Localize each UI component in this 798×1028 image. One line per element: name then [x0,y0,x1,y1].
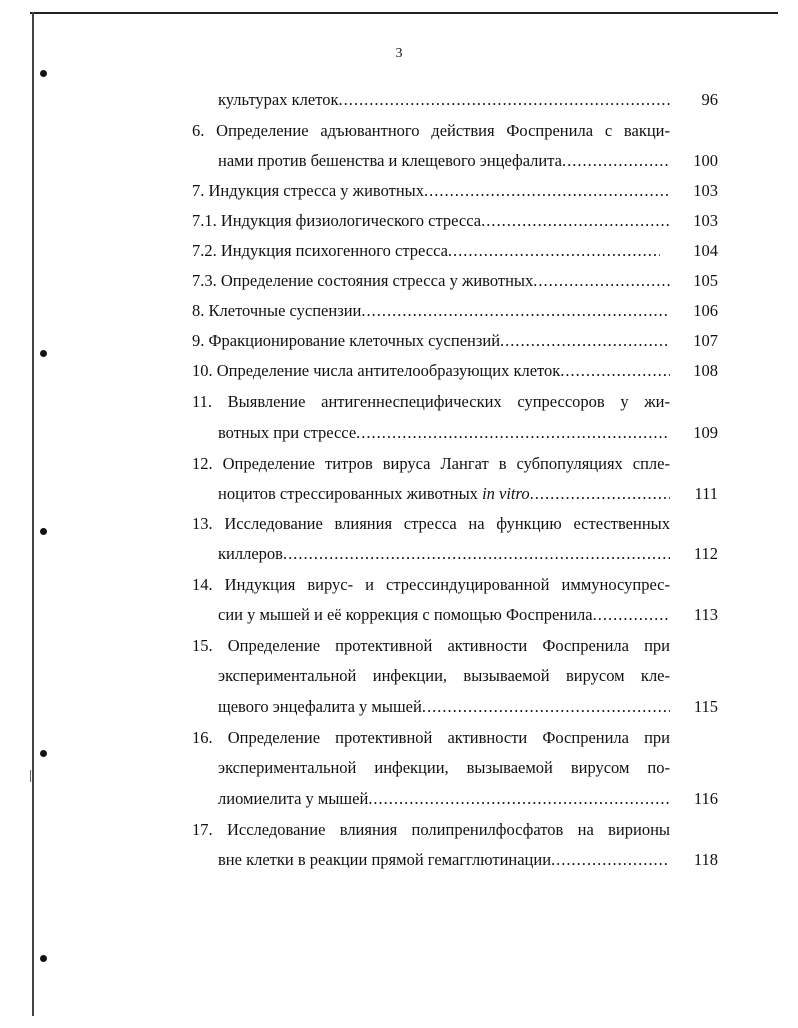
toc-page-number: 107 [693,331,718,350]
dot-leader [481,206,670,236]
toc-page-number: 103 [693,181,718,200]
toc-entry [192,326,670,356]
toc-page-number: 118 [693,850,718,869]
dot-leader [593,600,670,630]
punch-hole-dot [40,955,47,962]
toc-entry [218,539,670,569]
page-number: 3 [395,46,403,61]
toc-entry-line: 6. Определение адъювантного действия Фоспренила с вакци- [192,121,670,140]
dot-leader [424,176,670,206]
toc-entry [218,600,670,630]
toc-entry-line: 17. Исследование влияния полипренилфосфатов на вирионы [192,820,670,839]
toc-entry-text: киллеров [218,544,283,563]
dot-leader [356,418,670,448]
dot-leader [448,236,660,266]
toc-entry-text: 8. Клеточные суспензии [192,301,362,320]
toc-page-number: 115 [693,697,718,716]
toc-entry-text: сии у мышей и её коррекция с помощью Фоспренила [218,605,593,624]
toc-entry-text: щевого энцефалита у мышей [218,697,422,716]
toc-entry-text: 7.1. Индукция физиологического стресса [192,211,482,230]
toc-page-number: 116 [693,789,718,808]
toc-entry [192,266,670,296]
punch-hole-dot [40,70,47,77]
toc-entry-text: 9. Фракционирование клеточных суспензий [192,331,501,350]
dot-leader [533,266,670,296]
toc-entry [218,85,670,115]
dot-leader [530,479,670,509]
dot-leader [361,296,670,326]
dot-leader [368,784,670,814]
dot-leader [283,539,670,569]
dot-leader [562,146,670,176]
scan-edge-left [32,12,34,1016]
toc-entry [218,784,670,814]
toc-entry-text: нами против бешенства и клещевого энцефалита [218,151,562,170]
toc-entry-text: культурах клеток [218,90,339,109]
toc-entry [218,692,670,722]
toc-entry [192,236,660,266]
punch-hole-dot [40,750,47,757]
toc-page-number: 106 [693,301,718,320]
toc-page-number: 100 [693,151,718,170]
toc-entry-text: 7. Индукция стресса у животных [192,181,424,200]
toc-entry-line: 14. Индукция вирус- и стрессиндуцированной иммуносупрес- [192,575,670,594]
toc-entry-line: экспериментальной инфекции, вызываемой вирусом кле- [218,666,670,685]
dot-leader [338,85,670,115]
toc-entry-text: вне клетки в реакции прямой гемагглютинации [218,850,552,869]
toc-page-number: 113 [693,605,718,624]
toc-page-number: 111 [694,484,718,503]
punch-hole-dot [40,528,47,535]
dot-leader [560,356,670,386]
toc-entry-text: 7.2. Индукция психогенного стресса [192,241,448,260]
toc-page-number: 109 [693,423,718,442]
toc-page-number: 112 [693,544,718,563]
dot-leader [422,692,670,722]
toc-entry [192,176,670,206]
toc-entry [192,296,670,326]
toc-entry-text: лиомиелита у мышей [218,789,369,808]
toc-entry-line: 11. Выявление антигеннеспецифических супрессоров у жи- [192,392,670,411]
punch-hole-dot [40,350,47,357]
scan-edge-top [30,12,778,14]
toc-page-number: 96 [701,90,718,109]
dot-leader [500,326,670,356]
toc-entry [218,418,670,448]
toc-page-number: 103 [693,211,718,230]
dot-leader [551,845,670,875]
toc-entry-text: 10. Определение числа антителообразующих клеток [192,361,561,380]
toc-entry-text: 7.3. Определение состояния стресса у животных [192,271,534,290]
toc-entry [192,356,670,386]
toc-entry-line: экспериментальной инфекции, вызываемой вирусом по- [218,758,670,777]
toc-page-number: 105 [693,271,718,290]
toc-entry [192,206,670,236]
toc-page-number: 108 [693,361,718,380]
toc-entry-line: 13. Исследование влияния стресса на функцию естественных [192,514,670,533]
toc-entry-text: ноцитов стрессированных животных [218,484,478,503]
toc-entry-line: 12. Определение титров вируса Лангат в субпопуляциях спле- [192,454,670,473]
toc-entry-text: вотных при стрессе [218,423,357,442]
toc-entry-text-italic: in vitro [482,484,530,503]
toc-entry [218,146,670,176]
toc-entry [218,845,670,875]
toc-entry [218,479,670,509]
scan-mark [30,770,31,782]
toc-page-number: 104 [693,241,718,260]
toc-entry-line: 15. Определение протективной активности Фоспренила при [192,636,670,655]
toc-entry-line: 16. Определение протективной активности Фоспренила при [192,728,670,747]
